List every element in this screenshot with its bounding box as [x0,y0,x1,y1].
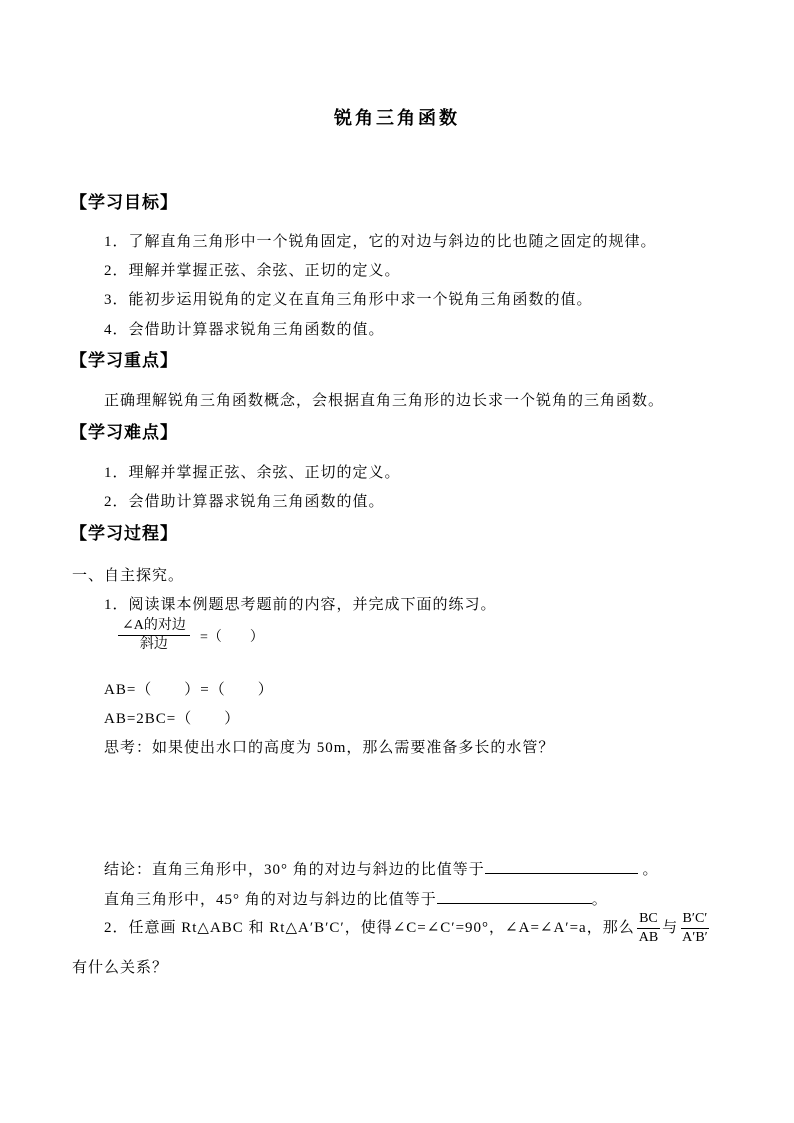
conclusion-30-text: 结论：直角三角形中，30° 角的对边与斜边的比值等于 [104,862,485,878]
fraction-numerator: BC [637,910,660,929]
conclusion-45 [104,887,608,910]
ab-2bc-equation: AB=2BC=（ ） [104,711,241,727]
answer-blank [485,857,638,874]
difficulties-heading: 【学习难点】 [70,423,178,442]
ab-equation: AB=（ ）=（ ） [104,682,274,698]
fraction-answer-blank: =（ ） [200,630,264,645]
part1-title: 一、自主探究。 [72,568,185,584]
key-points-heading: 【学习重点】 [70,351,178,370]
connector-word: 与 [662,920,679,936]
think-question: 思考：如果使出水口的高度为 50m，那么需要准备多长的水管？ [104,740,555,756]
question-2-continuation: 有什么关系？ [72,960,169,976]
answer-blank [437,887,592,904]
fraction-denominator: 斜边 [139,637,168,652]
difficulty-item: 2．会借助计算器求锐角三角函数的值。 [104,494,385,510]
fraction-numerator: ∠A的对边 [118,617,190,636]
question-2 [104,909,712,947]
objectives-heading: 【学习目标】 [70,193,178,212]
objective-item: 4．会借助计算器求锐角三角函数的值。 [104,322,385,338]
fraction-denominator: A′B′ [682,929,708,945]
objective-item: 3．能初步运用锐角的定义在直角三角形中求一个锐角三角函数的值。 [104,292,593,308]
objective-item: 2．理解并掌握正弦、余弦、正切的定义。 [104,263,401,279]
objective-item: 1．了解直角三角形中一个锐角固定，它的对边与斜边的比也随之固定的规律。 [104,234,657,250]
conclusion-30-end: 。 [637,862,659,878]
process-heading: 【学习过程】 [70,524,178,543]
b1c1-a1b1-fraction [680,910,710,947]
question-1-text: 1．阅读课本例题思考题前的内容，并完成下面的练习。 [104,597,497,613]
ratio-fraction [118,617,190,654]
conclusion-45-end: 。 [591,892,608,908]
fraction-denominator: AB [638,929,659,945]
conclusion-30 [104,857,659,880]
conclusion-45-text: 直角三角形中，45° 角的对边与斜边的比值等于 [104,892,437,908]
document-title: 锐角三角函数 [334,108,460,128]
bc-ab-fraction [637,910,660,947]
difficulty-item: 1．理解并掌握正弦、余弦、正切的定义。 [104,465,401,481]
question-2-text: 2．任意画 Rt△ABC 和 Rt△A′B′C′，使得∠C=∠C′=90°，∠A=∠A′=a，那么 [104,920,635,936]
key-points-text: 正确理解锐角三角函数概念，会根据直角三角形的边长求一个锐角的三角函数。 [104,393,665,409]
fraction-numerator: B′C′ [681,910,710,929]
